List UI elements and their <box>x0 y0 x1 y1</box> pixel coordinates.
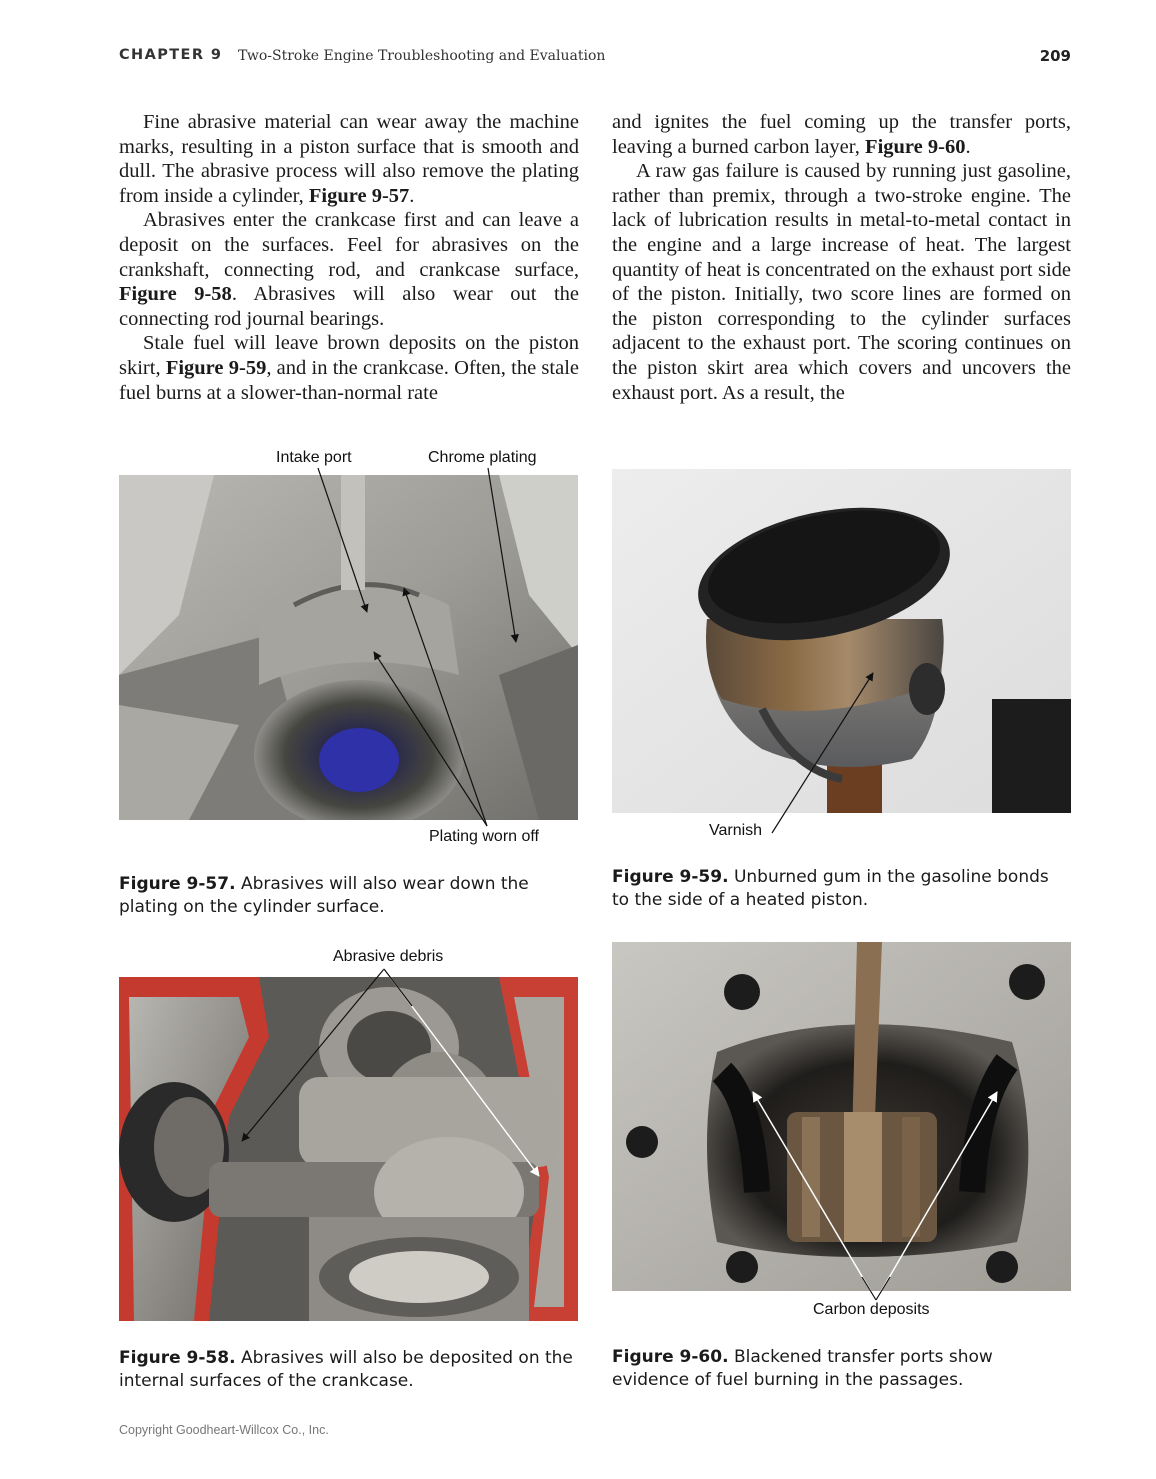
label-abrasive-debris: Abrasive debris <box>333 948 444 965</box>
label-carbon-deposits: Carbon deposits <box>813 1301 930 1318</box>
chapter-label: CHAPTER 9 <box>119 47 223 63</box>
label-intake-port: Intake port <box>276 449 352 466</box>
copyright-notice: Copyright Goodheart-Willcox Co., Inc. <box>119 1423 329 1437</box>
paragraph: A raw gas failure is caused by running just gasoline, rather than premix, through a two-stroke engine. The lack of lubrication results in metal-to-metal contact in the engine and a large increase of heat. The largest quantity of heat is concentrated on the exhaust port side of the piston. Initially, two score lines are formed on the piston corresponding to the cylinder surfaces adjacent to the exhaust port. The scoring continues on the piston skirt area which covers and uncovers the exhaust port. As a result, the <box>612 160 1071 404</box>
figure-reference: Figure 9-57 <box>308 184 410 207</box>
label-varnish: Varnish <box>709 822 763 839</box>
figure-reference: Figure 9-58 <box>119 283 232 306</box>
figure-caption: Figure 9-58. Abrasives will also be deposited on the internal surfaces of the crankcase. <box>119 1348 573 1391</box>
caption-number: Figure 9-60. <box>612 1347 729 1367</box>
page-number: 209 <box>1039 47 1071 65</box>
paragraph: and ignites the fuel coming up the transfer ports, leaving a burned carbon layer, Figure 9-60. <box>612 111 1071 158</box>
paragraph: Abrasives enter the crankcase first and can leave a deposit on the surfaces. Feel for abrasives on the crankshaft, connecting rod, and crankcase surface, Figure 9-58. Abrasives will also wear out the connecting rod journal bearings. <box>119 209 579 330</box>
caption-number: Figure 9-59. <box>612 867 729 887</box>
figure-reference: Figure 9-59 <box>165 356 267 379</box>
caption-number: Figure 9-57. <box>119 874 236 894</box>
paragraph: Fine abrasive material can wear away the machine marks, resulting in a piston surface that is smooth and dull. The abrasive process will also remove the plating from inside a cylinder, Figure 9-57. <box>119 111 579 207</box>
label-chrome-plating: Chrome plating <box>428 449 537 466</box>
chapter-title: Two-Stroke Engine Troubleshooting and Evaluation <box>238 48 606 64</box>
figure-reference: Figure 9-60 <box>865 135 966 158</box>
label-plating-worn-off: Plating worn off <box>429 828 539 845</box>
caption-number: Figure 9-58. <box>119 1348 236 1368</box>
figure-caption: Figure 9-59. Unburned gum in the gasoline bonds to the side of a heated piston. <box>612 867 1049 910</box>
paragraph: Stale fuel will leave brown deposits on the piston skirt, Figure 9-59, and in the crankcase. Often, the stale fuel burns at a slower-than-normal rate <box>119 332 579 404</box>
figure-caption: Figure 9-57. Abrasives will also wear down the plating on the cylinder surface. <box>119 874 529 917</box>
figure-caption: Figure 9-60. Blackened transfer ports show evidence of fuel burning in the passages. <box>612 1347 993 1390</box>
